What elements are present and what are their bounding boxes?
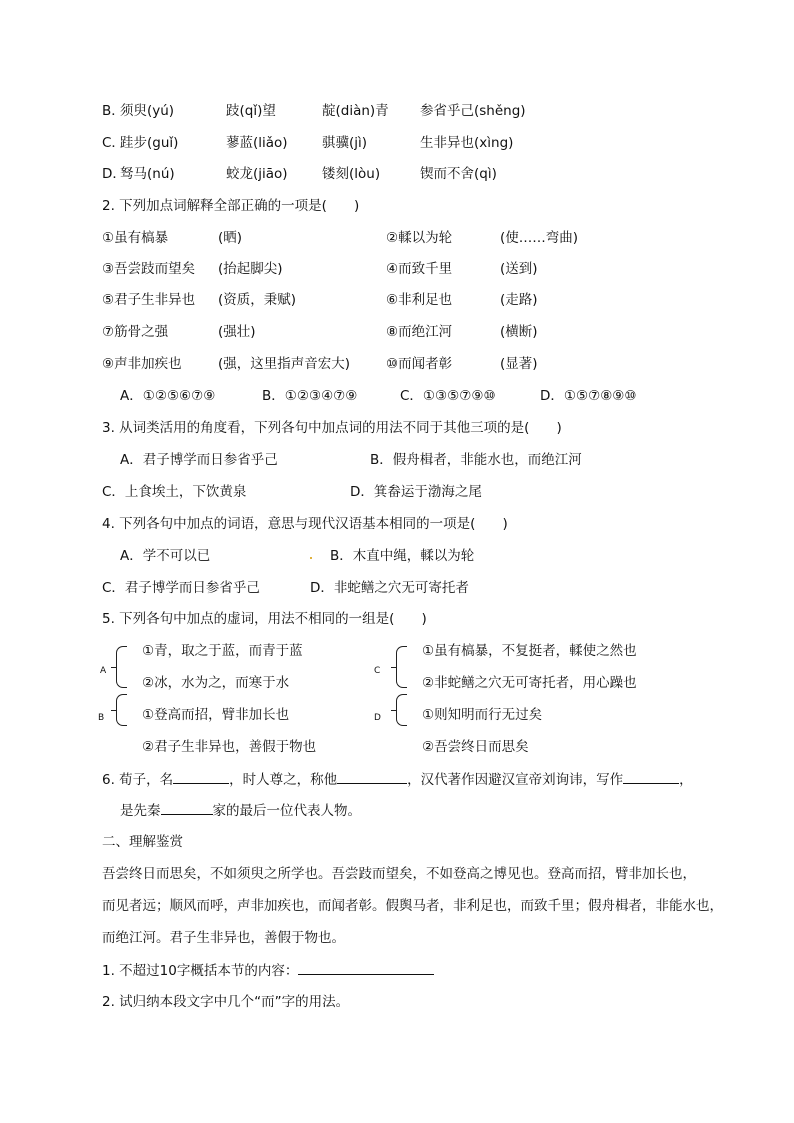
- q2-option-b: B．①②③④⑦⑨: [262, 388, 358, 404]
- q2-option-a: A．①②⑤⑥⑦⑨: [120, 388, 216, 404]
- q2-stem: 2. 下列加点词解释全部正确的一项是( ): [102, 198, 360, 214]
- q5-group-line: ②非蛇鳝之穴无可寄托者，用心躁也: [422, 675, 637, 691]
- section2-question-1: 1. 不超过10字概括本节的内容：: [102, 960, 434, 981]
- q2-gloss: (强，这里指声音宏大): [218, 356, 351, 372]
- q3-option-b: B．假舟楫者，非能水也，而绝江河: [370, 452, 582, 468]
- q1-option-c: C． 跬步(guǐ) 蓼蓝(liǎo) 骐骥(jì) 生非异也(xìng): [102, 135, 514, 151]
- q4-option-d: D．非蛇鳝之穴无可寄托者: [310, 580, 469, 596]
- decorative-dot: [310, 557, 312, 559]
- passage-line: 而绝江河。君子生非异也，善假于物也。: [102, 930, 345, 946]
- q2-gloss: (横断): [500, 324, 538, 340]
- q5-group-line: ②冰，水为之，而寒于水: [142, 675, 290, 691]
- q3-stem: 3. 从词类活用的角度看，下列各句中加点词的用法不同于其他三项的是( ): [102, 420, 562, 436]
- q2-item: ⑨声非加疾也: [102, 356, 182, 372]
- q2-item: ②輮以为轮: [386, 230, 453, 246]
- q6-line-2: 是先秦 家的最后一位代表人物。: [120, 800, 361, 821]
- q5-group-label: A: [100, 666, 107, 676]
- q2-item: ③吾尝跂而望矣: [102, 261, 196, 277]
- q5-group-line: ①青，取之于蓝，而青于蓝: [142, 643, 303, 659]
- q5-group-line: ①登高而招，臂非加长也: [142, 707, 290, 723]
- q2-option-c: C．①③⑤⑦⑨⑩: [400, 388, 496, 404]
- q4-option-b: B．木直中绳，輮以为轮: [330, 548, 475, 564]
- q5-group-line: ②吾尝终日而思矣: [422, 739, 529, 755]
- q2-item: ⑦筋骨之强: [102, 324, 169, 340]
- q2-option-d: D．①⑤⑦⑧⑨⑩: [540, 388, 637, 404]
- q3-option-c: C．上食埃土，下饮黄泉: [102, 484, 247, 500]
- brace-icon: [396, 694, 407, 726]
- q1-option-d: D． 驽马(nú) 蛟龙(jiāo) 镂刻(lòu) 锲而不舍(qì): [102, 166, 497, 182]
- q5-group-label: C: [374, 666, 381, 676]
- q1-option-b: B． 须臾(yú) 跂(qǐ)望 靛(diàn)青 参省乎己(shěng): [102, 103, 526, 119]
- q5-group-line: ①则知明而行无过矣: [422, 707, 543, 723]
- q2-gloss: (抬起脚尖): [218, 261, 283, 277]
- q2-gloss: (资质，秉赋): [218, 292, 297, 308]
- section-title: 二、理解鉴赏: [102, 834, 183, 850]
- q4-option-a: A．学不可以已: [120, 548, 211, 564]
- answer-blank[interactable]: [161, 800, 213, 815]
- q4-option-c: C．君子博学而日参省乎己: [102, 580, 260, 596]
- q2-gloss: (显著): [500, 356, 538, 372]
- q2-item: ⑤君子生非异也: [102, 292, 196, 308]
- brace-icon: [116, 694, 127, 726]
- q5-group-line: ②君子生非异也，善假于物也: [142, 739, 317, 755]
- q3-option-d: D．箕畚运于渤海之尾: [350, 484, 482, 500]
- answer-blank[interactable]: [337, 769, 407, 784]
- passage-line: 吾尝终日而思矣，不如须臾之所学也。吾尝跂而望矣，不如登高之博见也。登高而招，臂非加长也，: [102, 866, 696, 882]
- q5-stem: 5. 下列各句中加点的虚词，用法不相同的一组是( ): [102, 611, 427, 627]
- q2-gloss: (走路): [500, 292, 538, 308]
- answer-blank[interactable]: [173, 769, 229, 784]
- answer-blank[interactable]: [623, 769, 679, 784]
- q6-line-1: 6. 荀子，名 ，时人尊之，称他 ，汉代著作因避汉宣帝刘询讳，写作 ，: [102, 769, 693, 790]
- q2-gloss: (强壮): [218, 324, 256, 340]
- q2-gloss: (使……弯曲): [500, 230, 579, 246]
- q5-group-label: B: [98, 713, 105, 723]
- q2-item: ④而致千里: [386, 261, 453, 277]
- q2-gloss: (晒): [218, 230, 243, 246]
- brace-icon: [116, 646, 127, 688]
- q2-item: ⑥非利足也: [386, 292, 453, 308]
- q2-item: ⑧而绝江河: [386, 324, 453, 340]
- section2-question-2: 2. 试归纳本段文字中几个“而”字的用法。: [102, 994, 350, 1010]
- answer-blank[interactable]: [298, 960, 434, 975]
- q5-group-line: ①虽有槁暴，不复挺者，輮使之然也: [422, 643, 637, 659]
- q5-group-label: D: [374, 713, 381, 723]
- brace-icon: [396, 646, 407, 688]
- q3-option-a: A．君子博学而日参省乎己: [120, 452, 278, 468]
- passage-line: 而见者远；顺风而呼，声非加疾也，而闻者彰。假舆马者，非利足也，而致千里；假舟楫者，非能水也，: [102, 898, 723, 914]
- q2-item: ⑩而闻者彰: [386, 356, 453, 372]
- q4-stem: 4. 下列各句中加点的词语，意思与现代汉语基本相同的一项是( ): [102, 516, 508, 532]
- q2-gloss: (送到): [500, 261, 538, 277]
- q2-item: ①虽有槁暴: [102, 230, 169, 246]
